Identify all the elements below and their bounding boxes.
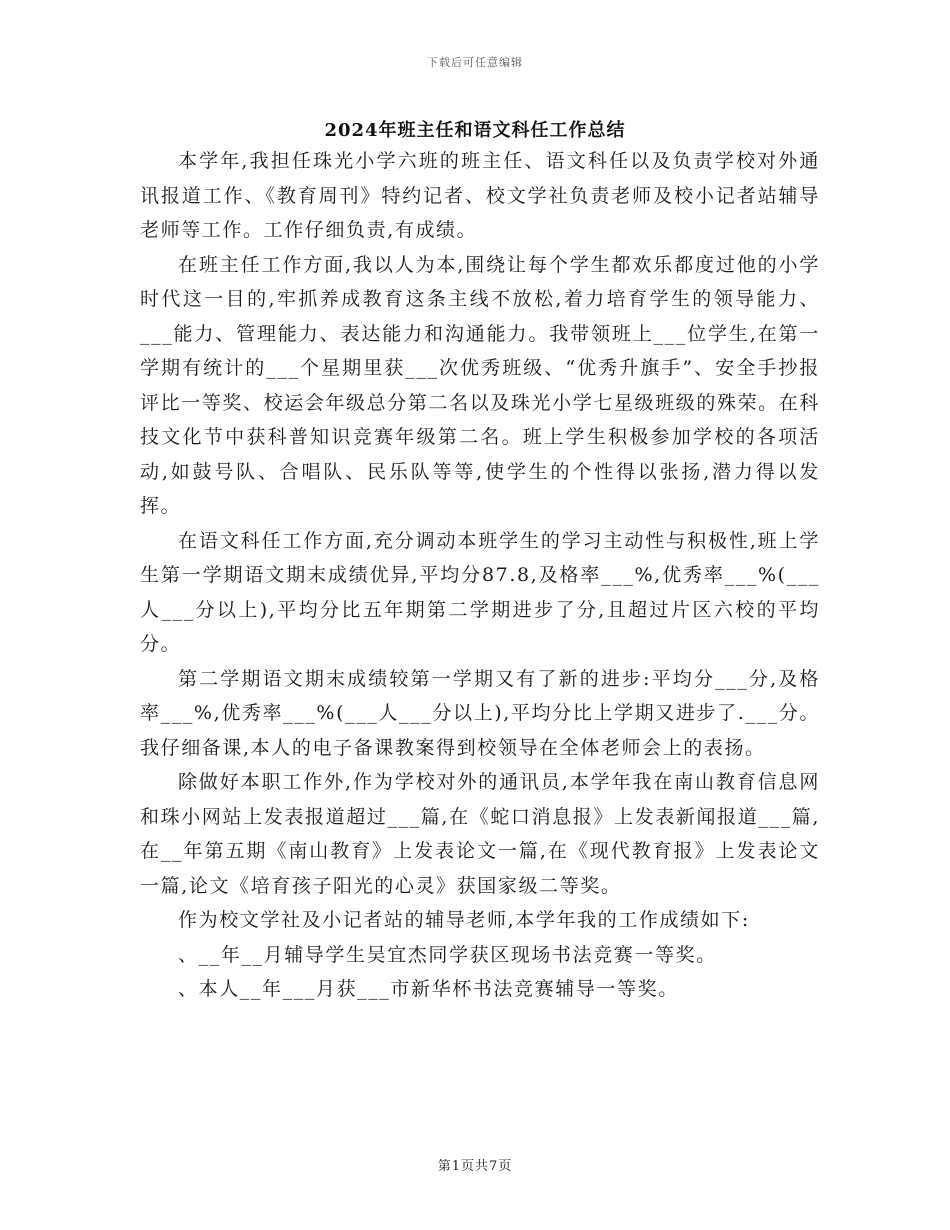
paragraph-literary-club: 作为校文学社及小记者站的辅导老师,本学年我的工作成绩如下: bbox=[178, 909, 750, 931]
paragraph-intro: 本学年,我担任珠光小学六班的班主任、语文科任以及负责学校对外通讯报道工作、《教育周刊》特约记者、校文学社负责老师及校小记者站辅导老师等工作。工作仔细负责,有成绩。 bbox=[140, 150, 820, 241]
document-body bbox=[140, 144, 820, 1007]
list-item: 、本人__年___月获___市新华杯书法竞赛辅导一等奖。 bbox=[178, 978, 679, 1000]
paragraph-chinese-first-term: 在语文科任工作方面,充分调动本班学生的学习主动性与积极性,班上学生第一学期语文期末成绩优异,平均分87.8,及格率___%,优秀率___%(___人___分以上),平均分比五年期第二学期进步了分,且超过片区六校的平均分。 bbox=[140, 529, 820, 655]
paragraph-class-teacher: 在班主任工作方面,我以人为本,围绕让每个学生都欢乐都度过他的小学时代这一目的,牢抓养成教育这条主线不放松,着力培育学生的领导能力、___能力、管理能力、表达能力和沟通能力。我带领班上___位学生,在第一学期有统计的___个星期里获___次优秀班级、“优秀升旗手”、安全手抄报评比一等奖、校运会年级总分第二名以及珠光小学七星级班级的殊荣。在科技文化节中获科普知识竞赛年级第二名。班上学生积极参加学校的各项活动,如鼓号队、合唱队、民乐队等等,使学生的个性得以张扬,潜力得以发挥。 bbox=[140, 253, 820, 517]
page-indicator: 第1页共7页 bbox=[437, 1159, 513, 1174]
paragraph-chinese-second-term: 第二学期语文期末成绩较第一学期又有了新的进步:平均分___分,及格率___%,优秀率___%(___人___分以上),平均分比上学期又进步了.___分。我仔细备课,本人的电子备课教案得到校领导在全体老师会上的表扬。 bbox=[140, 667, 820, 759]
document-title: 2024年班主任和语文科任工作总结 bbox=[324, 120, 626, 141]
list-item: 、__年__月辅导学生吴宜杰同学获区现场书法竞赛一等奖。 bbox=[178, 943, 717, 966]
paragraph-correspondent: 除做好本职工作外,作为学校对外的通讯员,本学年我在南山教育信息网和珠小网站上发表报道超过___篇,在《蛇口消息报》上发表新闻报道___篇,在__年第五期《南山教育》上发表论文一篇,在《现代教育报》上发表论文一篇,论文《培育孩子阳光的心灵》获国家级二等奖。 bbox=[140, 771, 820, 897]
download-note: 下载后可任意编辑 bbox=[427, 56, 523, 69]
